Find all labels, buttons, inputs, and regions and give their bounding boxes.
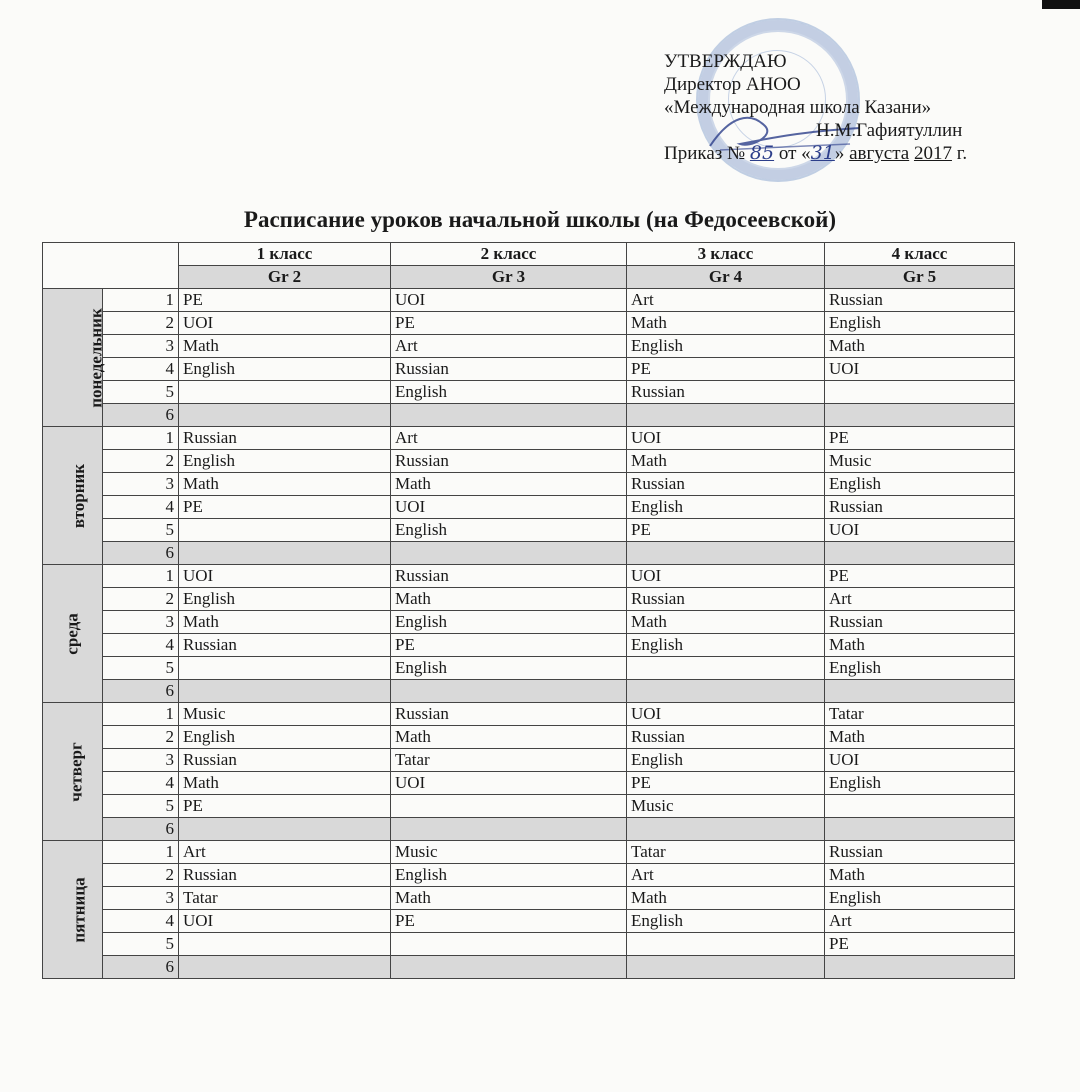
lesson-cell: PE [391,312,627,335]
lesson-number: 6 [103,404,179,427]
lesson-cell: Russian [627,588,825,611]
lesson-cell: Math [179,772,391,795]
lesson-cell: UOI [825,358,1015,381]
lesson-cell: English [825,312,1015,335]
lesson-cell [825,818,1015,841]
lesson-cell: Russian [179,864,391,887]
lesson-cell [179,657,391,680]
lesson-cell: Russian [825,496,1015,519]
lesson-number: 6 [103,956,179,979]
lesson-number: 2 [103,864,179,887]
lesson-cell: English [391,657,627,680]
lesson-cell: Math [627,312,825,335]
lesson-row [43,864,1015,887]
class-header-row [43,243,1015,266]
lesson-cell: Russian [391,565,627,588]
group-header: Gr 4 [627,266,825,289]
lesson-cell: English [627,335,825,358]
lesson-cell [825,404,1015,427]
lesson-number: 5 [103,519,179,542]
lesson-row [43,841,1015,864]
lesson-row [43,335,1015,358]
lesson-cell [391,933,627,956]
lesson-cell [179,680,391,703]
lesson-cell: UOI [179,565,391,588]
lesson-cell: UOI [627,427,825,450]
lesson-row [43,680,1015,703]
lesson-cell [391,680,627,703]
order-close: » [834,143,845,164]
lesson-cell: PE [627,772,825,795]
lesson-cell: Russian [391,703,627,726]
class-header: 3 класс [627,243,825,266]
order-day: 31 [810,142,835,164]
lesson-cell: Music [627,795,825,818]
lesson-cell [825,956,1015,979]
order-prefix: Приказ № [664,143,746,164]
lesson-cell: English [179,358,391,381]
lesson-cell: PE [179,496,391,519]
lesson-number: 5 [103,795,179,818]
lesson-cell: Russian [391,450,627,473]
lesson-row [43,795,1015,818]
lesson-cell: Russian [627,473,825,496]
lesson-cell: English [391,611,627,634]
lesson-cell: Russian [179,427,391,450]
class-header: 1 класс [179,243,391,266]
lesson-number: 3 [103,611,179,634]
lesson-number: 4 [103,496,179,519]
lesson-cell [179,956,391,979]
lesson-cell: PE [825,427,1015,450]
lesson-cell: English [627,634,825,657]
day-name: среда [62,612,82,655]
lesson-row [43,910,1015,933]
lesson-number: 1 [103,703,179,726]
lesson-row [43,611,1015,634]
lesson-row [43,404,1015,427]
lesson-cell [179,381,391,404]
order-suffix: г. [956,143,968,164]
lesson-cell: English [825,473,1015,496]
approval-block [664,50,1024,165]
lesson-cell: English [627,910,825,933]
lesson-cell: Russian [627,726,825,749]
lesson-cell: PE [627,358,825,381]
lesson-cell: Math [627,450,825,473]
day-label [43,841,103,979]
lesson-cell: Art [391,335,627,358]
lesson-cell [391,542,627,565]
lesson-row [43,289,1015,312]
lesson-cell [391,956,627,979]
lesson-cell: Math [627,611,825,634]
lesson-cell: Art [179,841,391,864]
lesson-cell: Music [179,703,391,726]
approval-director: Н.М.Гафиятуллин [816,120,963,141]
lesson-cell [627,657,825,680]
lesson-row [43,519,1015,542]
lesson-row [43,749,1015,772]
lesson-cell: Art [627,289,825,312]
day-name: понедельник [86,307,106,408]
lesson-cell [179,519,391,542]
lesson-cell: Art [391,427,627,450]
lesson-row [43,450,1015,473]
lesson-number: 6 [103,542,179,565]
lesson-cell [825,795,1015,818]
day-name: четверг [66,741,86,802]
lesson-number: 5 [103,657,179,680]
lesson-cell: PE [179,795,391,818]
lesson-cell: Math [825,335,1015,358]
lesson-cell: UOI [825,749,1015,772]
lesson-row [43,358,1015,381]
lesson-cell [627,404,825,427]
lesson-cell: PE [825,933,1015,956]
lesson-cell: UOI [391,496,627,519]
lesson-cell: UOI [825,519,1015,542]
lesson-cell: PE [391,910,627,933]
lesson-cell: Art [825,588,1015,611]
lesson-number: 4 [103,634,179,657]
approval-order [664,142,1024,165]
lesson-row [43,956,1015,979]
lesson-cell [627,680,825,703]
lesson-cell: Math [391,726,627,749]
lesson-row [43,565,1015,588]
group-header-row [43,266,1015,289]
lesson-cell: Tatar [179,887,391,910]
lesson-row [43,657,1015,680]
page-title: Расписание уроков начальной школы (на Федосеевской) [243,207,837,232]
lesson-row [43,726,1015,749]
order-month: августа [849,143,910,164]
lesson-row [43,496,1015,519]
day-name: вторник [69,463,89,528]
lesson-cell [627,933,825,956]
lesson-row [43,634,1015,657]
lesson-cell: English [627,496,825,519]
lesson-cell: Tatar [627,841,825,864]
lesson-cell: Math [627,887,825,910]
lesson-number: 6 [103,818,179,841]
lesson-cell: UOI [179,312,391,335]
lesson-cell: Music [825,450,1015,473]
lesson-cell [391,795,627,818]
lesson-cell: English [179,588,391,611]
lesson-cell: Math [391,588,627,611]
lesson-number: 2 [103,312,179,335]
lesson-cell: Math [179,611,391,634]
lesson-cell: Art [627,864,825,887]
order-from: от « [778,143,811,164]
lesson-row [43,703,1015,726]
lesson-cell [179,933,391,956]
lesson-number: 3 [103,335,179,358]
lesson-cell: Art [825,910,1015,933]
group-header: Gr 5 [825,266,1015,289]
lesson-cell [825,381,1015,404]
lesson-cell: Tatar [825,703,1015,726]
lesson-number: 3 [103,749,179,772]
lesson-cell: Russian [825,841,1015,864]
approval-organization: «Международная школа Казани» [664,97,932,118]
class-header: 4 класс [825,243,1015,266]
lesson-cell: English [391,381,627,404]
lesson-cell: Math [179,335,391,358]
lesson-number: 1 [103,289,179,312]
lesson-cell: Math [391,473,627,496]
lesson-cell: English [825,772,1015,795]
lesson-cell: English [627,749,825,772]
lesson-cell [627,956,825,979]
day-label [43,703,103,841]
lesson-row [43,427,1015,450]
lesson-number: 2 [103,450,179,473]
lesson-cell [179,542,391,565]
order-number: 85 [749,142,775,164]
approval-heading: УТВЕРЖДАЮ [664,51,787,72]
lesson-cell: Math [825,726,1015,749]
lesson-row [43,818,1015,841]
lesson-cell: Tatar [391,749,627,772]
lesson-number: 2 [103,588,179,611]
lesson-number: 3 [103,473,179,496]
lesson-cell: Music [391,841,627,864]
lesson-cell [391,404,627,427]
lesson-row [43,933,1015,956]
group-header: Gr 3 [391,266,627,289]
lesson-number: 1 [103,565,179,588]
lesson-number: 2 [103,726,179,749]
lesson-row [43,588,1015,611]
group-header: Gr 2 [179,266,391,289]
lesson-cell: PE [627,519,825,542]
day-label [43,565,103,703]
lesson-cell: Math [391,887,627,910]
lesson-cell: English [391,519,627,542]
lesson-cell [179,818,391,841]
lesson-number: 4 [103,358,179,381]
lesson-cell: PE [179,289,391,312]
lesson-cell [825,542,1015,565]
lesson-cell: Russian [825,611,1015,634]
day-name: пятница [69,876,89,943]
lesson-cell: Russian [179,749,391,772]
lesson-cell: Russian [391,358,627,381]
lesson-cell: UOI [179,910,391,933]
lesson-row [43,473,1015,496]
corner-mark [1042,0,1080,9]
order-year: 2017 [913,143,952,164]
lesson-number: 4 [103,910,179,933]
lesson-number: 3 [103,887,179,910]
class-header: 2 класс [391,243,627,266]
lesson-row [43,772,1015,795]
lesson-cell: PE [391,634,627,657]
lesson-cell: Russian [627,381,825,404]
lesson-cell: UOI [627,565,825,588]
lesson-cell: Math [825,864,1015,887]
lesson-cell: English [391,864,627,887]
lesson-cell: Russian [179,634,391,657]
lesson-cell: English [825,657,1015,680]
lesson-number: 5 [103,381,179,404]
lesson-cell [627,818,825,841]
lesson-row [43,887,1015,910]
lesson-cell: PE [825,565,1015,588]
lesson-cell: UOI [391,772,627,795]
lesson-number: 6 [103,680,179,703]
lesson-cell: Russian [825,289,1015,312]
lesson-cell [627,542,825,565]
lesson-row [43,381,1015,404]
lesson-cell: Math [825,634,1015,657]
day-label [43,289,106,427]
lesson-cell: English [179,450,391,473]
lesson-cell: Math [179,473,391,496]
lesson-number: 1 [103,427,179,450]
lesson-cell: English [179,726,391,749]
lesson-number: 5 [103,933,179,956]
lesson-cell [179,404,391,427]
lesson-row [43,542,1015,565]
lesson-cell [825,680,1015,703]
lesson-cell: English [825,887,1015,910]
lesson-cell [391,818,627,841]
lesson-row [43,312,1015,335]
lesson-cell: UOI [627,703,825,726]
approval-position: Директор АНОО [664,74,801,95]
lesson-number: 1 [103,841,179,864]
header-corner [43,243,179,289]
lesson-cell: UOI [391,289,627,312]
day-label [43,427,103,565]
lesson-number: 4 [103,772,179,795]
schedule-table [42,242,1015,979]
